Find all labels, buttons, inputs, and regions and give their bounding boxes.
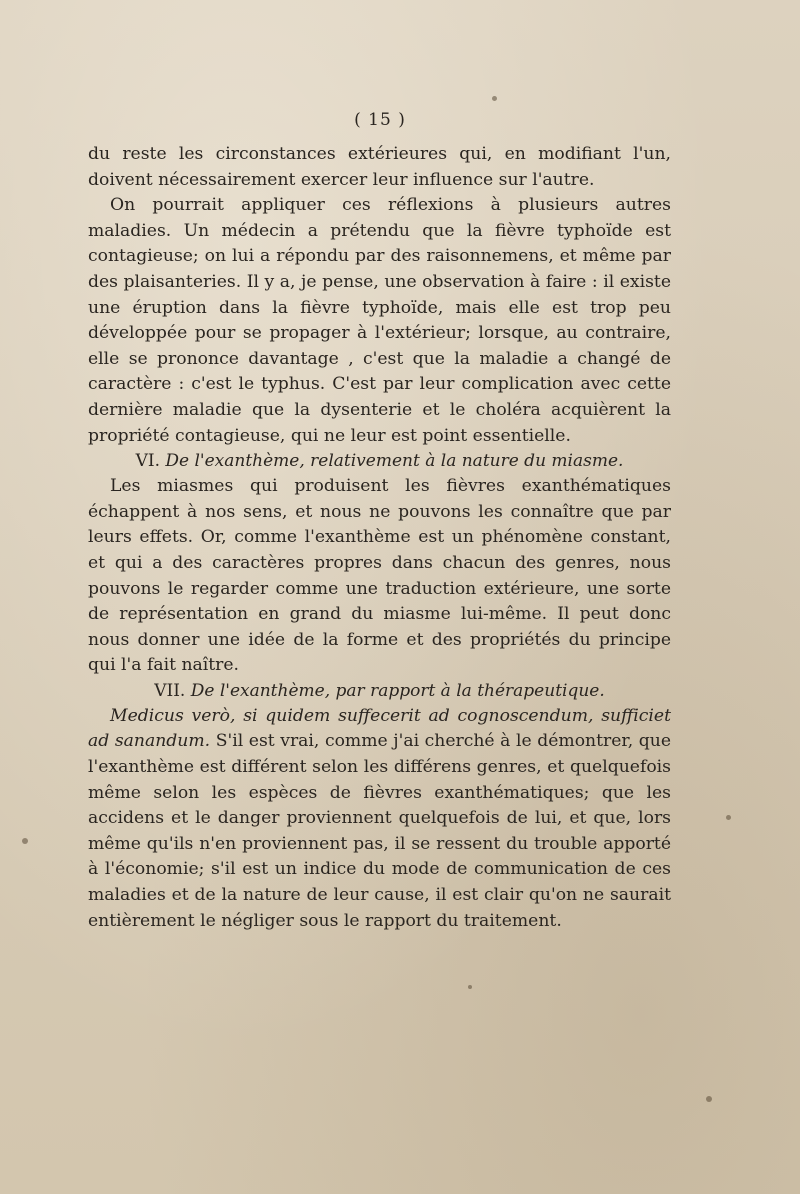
page-number: ( 15 ): [354, 110, 406, 130]
section-title: De l'exanthème, relativement à la nature du miasme.: [165, 451, 624, 472]
paper-spot: [492, 96, 497, 101]
section-number: VII.: [154, 680, 186, 701]
paragraph: Les miasmes qui produisent les fièvres exanthématiques échappent à nos sens, et nous ne pouvons les connaître que par leurs effets. Or, comme l'exanthème est un phénomène constant, et qui a des caractères propres dans chacun des genres, nous pouvons le regarder comme une traduction extérieure, une sorte de représentation en grand du miasme lui-même. Il peut donc nous donner une idée de la forme et des propriétés du principe qui l'a fait naître.: [88, 476, 671, 676]
paper-spot: [726, 815, 731, 820]
paragraph: On pourrait appliquer ces réflexions à plusieurs autres maladies. Un médecin a prétendu que la fièvre typhoïde est contagieuse; on lui a répondu par des raisonnemens, et même par des plaisanteries. Il y a, je pense, une observation à faire : il existe une éruption dans la fièvre typhoïde, mais elle est trop peu développée pour se propager à l'extérieur; lorsque, au contraire, elle se prononce davantage , c'est que la maladie a changé de caractère : c'est le typhus. C'est par leur complication avec cette dernière maladie que la dysenterie et le choléra acquièrent la propriété contagieuse, qui ne leur est point essentielle.: [88, 195, 671, 446]
paragraph: du reste les circonstances extérieures qui, en modifiant l'un, doivent nécessairement exercer leur influence sur l'autre.: [88, 144, 671, 190]
section-heading: [88, 449, 671, 474]
paragraph-text: S'il est vrai, comme j'ai cherché à le démontrer, que l'exanthème est différent selon les différens genres, et quelquefois même selon les espèces de fièvres exanthématiques; que les accidens et le danger proviennent quelquefois de lui, et que, lors même qu'ils n'en proviennent pas, il se ressent du trouble apporté à l'économie; s'il est un indice du mode de communication de ces maladies et de la nature de leur cause, il est clair qu'on ne saurait entièrement le négliger sous le rapport du traitement.: [88, 731, 672, 931]
paper-spot: [706, 1096, 712, 1102]
paragraph: [88, 704, 671, 934]
paper-spot: [468, 985, 472, 989]
latin-quote: Medicus verò, si quidem suffecerit ad cognoscendum, sufficiet ad sanandum.: [88, 705, 671, 752]
body-text: [88, 142, 671, 934]
paper-spot: [22, 838, 28, 844]
section-heading: [88, 679, 671, 704]
section-title: De l'exanthème, par rapport à la thérapeutique.: [190, 680, 605, 701]
section-number: VI.: [135, 451, 160, 472]
